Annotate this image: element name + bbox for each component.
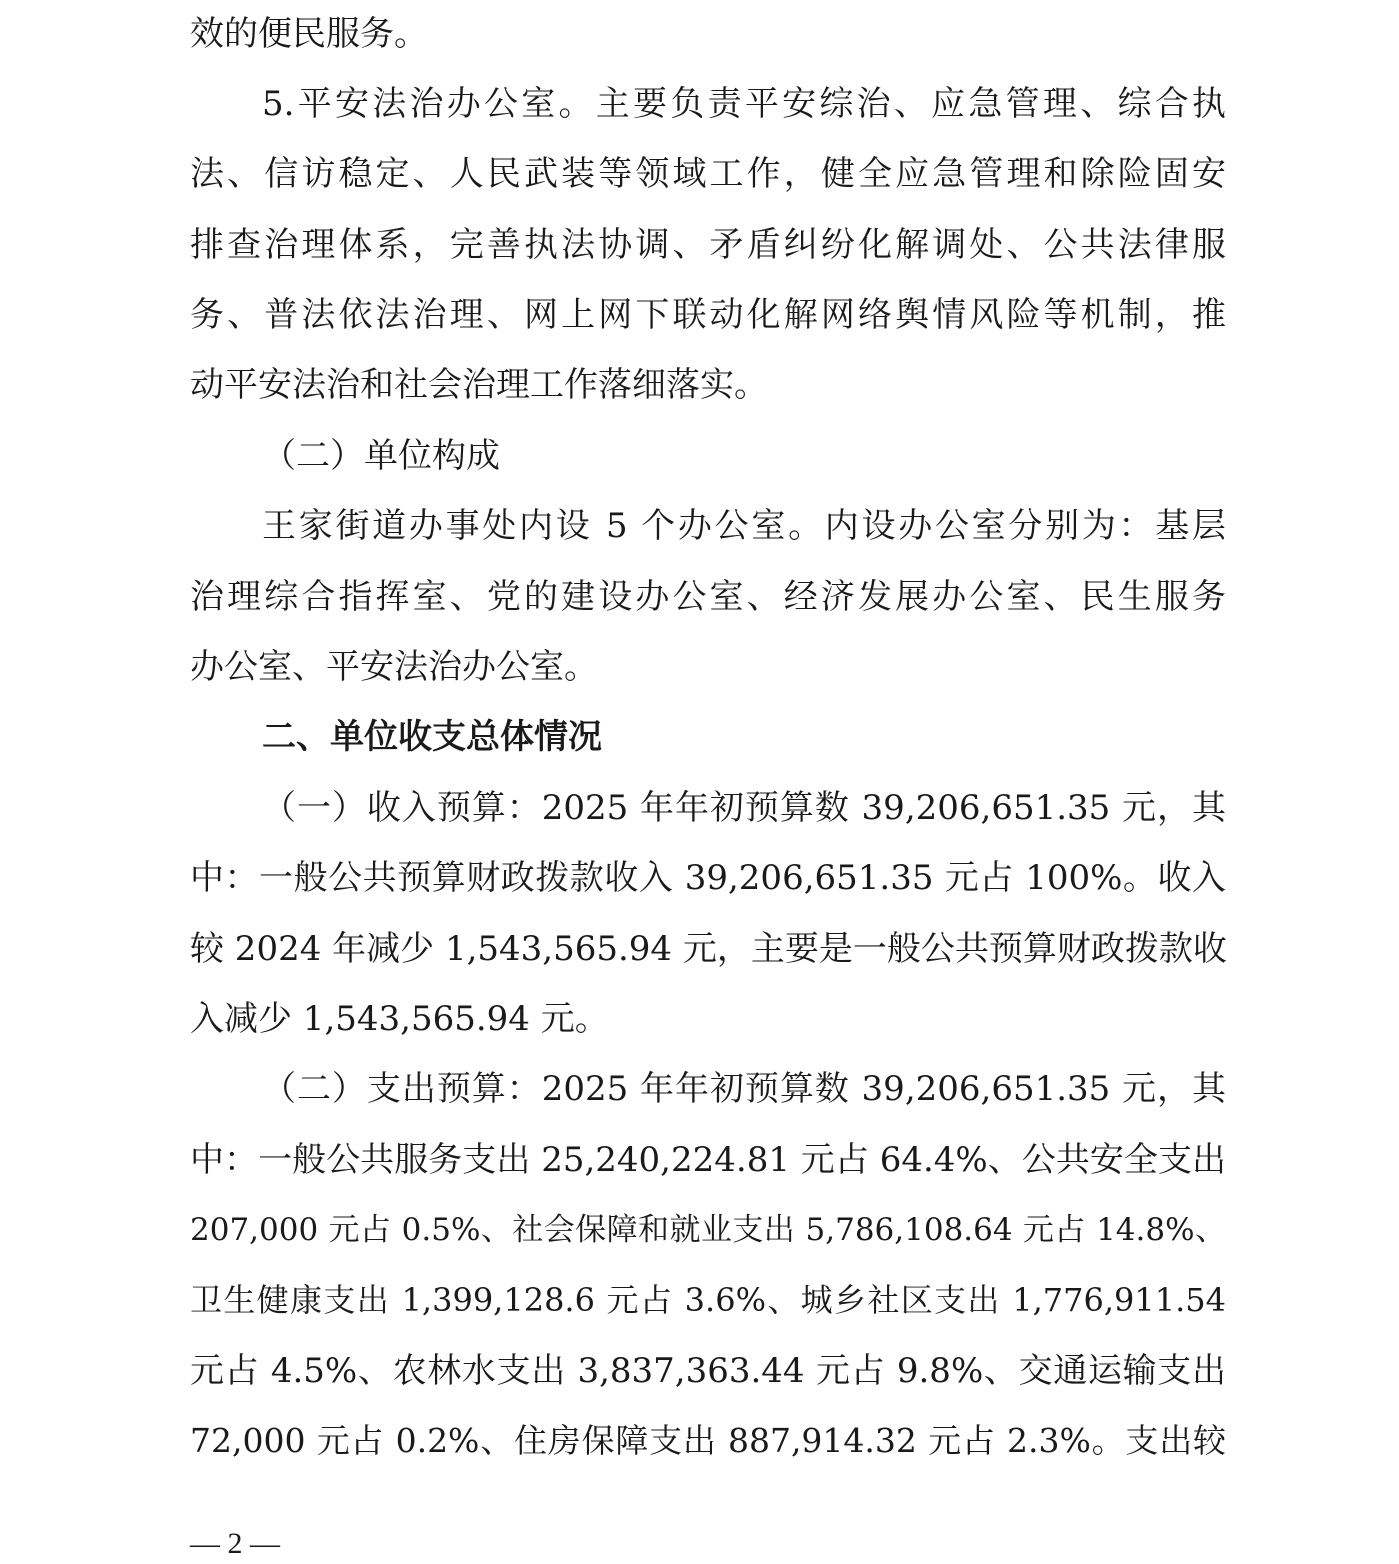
paragraph-line: 王家街道办事处内设 5 个办公室。内设办公室分别为：基层 bbox=[262, 506, 1226, 546]
page-number: — 2 — bbox=[190, 1527, 280, 1560]
paragraph-line: （一）收入预算：2025 年年初预算数 39,206,651.35 元，其 bbox=[262, 788, 1226, 828]
paragraph-line: 排查治理体系，完善执法协调、矛盾纠纷化解调处、公共法律服 bbox=[190, 225, 1226, 265]
paragraph-line: 法、信访稳定、人民武装等领域工作，健全应急管理和除险固安 bbox=[190, 154, 1226, 194]
paragraph-line: 中：一般公共预算财政拨款收入 39,206,651.35 元占 100%。收入 bbox=[190, 858, 1226, 898]
paragraph-line: 元占 4.5%、农林水支出 3,837,363.44 元占 9.8%、交通运输支出 bbox=[190, 1351, 1226, 1391]
section-heading: （二）单位构成 bbox=[262, 436, 500, 476]
paragraph-line: 72,000 元占 0.2%、住房保障支出 887,914.32 元占 2.3%。支出较 bbox=[190, 1421, 1226, 1460]
paragraph-line: 办公室、平安法治办公室。 bbox=[190, 647, 598, 687]
paragraph-line: 效的便民服务。 bbox=[190, 14, 428, 54]
chapter-heading: 二、单位收支总体情况 bbox=[262, 717, 602, 757]
paragraph-line: 中：一般公共服务支出 25,240,224.81 元占 64.4%、公共安全支出 bbox=[190, 1140, 1226, 1180]
paragraph-line: 卫生健康支出 1,399,128.6 元占 3.6%、城乡社区支出 1,776,911.54 bbox=[190, 1281, 1226, 1319]
paragraph-line: 务、普法依法治理、网上网下联动化解网络舆情风险等机制，推 bbox=[190, 295, 1226, 335]
paragraph-line: 较 2024 年减少 1,543,565.94 元，主要是一般公共预算财政拨款收 bbox=[190, 929, 1227, 969]
paragraph-line: 治理综合指挥室、党的建设办公室、经济发展办公室、民生服务 bbox=[190, 577, 1226, 617]
paragraph-line: 动平安法治和社会治理工作落细落实。 bbox=[190, 365, 768, 405]
paragraph-line: 207,000 元占 0.5%、社会保障和就业支出 5,786,108.64 元占 14.8%、 bbox=[190, 1212, 1226, 1248]
paragraph-line: （二）支出预算：2025 年年初预算数 39,206,651.35 元，其 bbox=[262, 1069, 1226, 1109]
paragraph-line: 入减少 1,543,565.94 元。 bbox=[190, 999, 609, 1039]
paragraph-line: 5.平安法治办公室。主要负责平安综治、应急管理、综合执 bbox=[262, 84, 1226, 124]
